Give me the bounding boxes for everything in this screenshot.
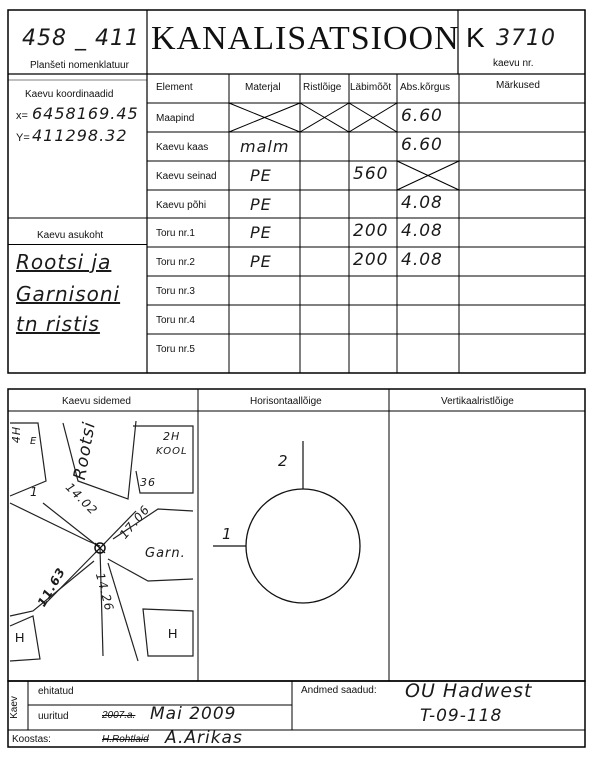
sketch-street-garn: Garn.: [145, 546, 186, 561]
row-element-label: Kaevu kaas: [156, 142, 209, 153]
pipe-1-label: 1: [222, 525, 233, 543]
col-header-abs-height: Abs.kõrgus: [400, 82, 451, 93]
well-circle: [246, 489, 360, 603]
row-element-label: Toru nr.1: [156, 228, 195, 239]
location-line-2: Garnisoni: [16, 282, 121, 306]
sketch-measure-5: 14.26: [92, 571, 117, 613]
author-struck-value: H.Rohtlaid: [102, 734, 149, 745]
coord-y-prefix: Y=: [16, 132, 30, 144]
sketch-building-bl: H: [15, 630, 25, 645]
data-source-value-2: T-09-118: [420, 706, 503, 726]
abs-height-value: 4.08: [401, 250, 443, 270]
pipe-2-label: 2: [278, 452, 289, 470]
section-ties-title: Kaevu sidemed: [62, 396, 131, 407]
col-header-element: Element: [156, 82, 193, 93]
location-line-3: tn ristis: [16, 312, 100, 336]
diameter-value: 200: [353, 250, 389, 270]
sketch-measure-1: 1: [30, 485, 39, 499]
coord-x-prefix: x=: [16, 110, 28, 122]
sketch-building-br: H: [168, 626, 178, 641]
row-element-label: Toru nr.2: [156, 257, 195, 268]
location-divider: [8, 244, 147, 245]
material-value: PE: [250, 252, 272, 271]
row-element-label: Maapind: [156, 113, 195, 124]
diameter-value: 560: [353, 164, 389, 184]
sketch-building-tr-sub: KOOL: [156, 446, 188, 457]
measured-struck-value: 2007.a.: [102, 710, 136, 721]
section-horizontal-title: Horisontaallõige: [250, 396, 322, 407]
material-value: PE: [250, 166, 272, 185]
sketch-street-rootsi: Rootsi: [70, 420, 100, 482]
sketch-building-tr: 2H: [163, 430, 181, 443]
nomenclature-value: 458 _ 411: [22, 26, 140, 51]
sketch-building-tl-sub: E: [30, 436, 38, 447]
author-label: Koostas:: [12, 734, 51, 745]
abs-height-value: 4.08: [401, 193, 443, 213]
coord-x-value: 6458169.45: [32, 104, 139, 123]
diameter-value: 200: [353, 221, 389, 241]
material-value: malm: [240, 137, 290, 156]
col-header-cross-section: Ristlõige: [303, 82, 342, 93]
form-title: KANALISATSIOON: [151, 20, 460, 57]
row-element-label: Toru nr.4: [156, 315, 195, 326]
sketch-building-tl: 4H: [10, 425, 24, 444]
location-line-1: Rootsi ja: [16, 250, 112, 274]
sketch-building-tr-number: 36: [140, 476, 156, 489]
material-value: PE: [250, 195, 272, 214]
location-label: Kaevu asukoht: [37, 230, 104, 241]
measured-value: Mai 2009: [150, 704, 237, 724]
well-number: 3710: [496, 26, 556, 51]
abs-height-value: 6.60: [401, 135, 443, 155]
row-element-label: Kaevu seinad: [156, 171, 217, 182]
sketch-measure-2: 14.02: [62, 480, 101, 518]
col-header-diameter: Läbimõõt: [350, 82, 392, 93]
sketch-measure-3: 17.06: [116, 502, 153, 542]
well-number-label: kaevu nr.: [493, 58, 534, 69]
data-source-value-1: OÜ Hadwest: [405, 680, 533, 702]
horizontal-section-drawing: [198, 411, 389, 681]
data-source-label: Andmed saadud:: [301, 685, 377, 696]
well-prefix: K: [466, 22, 485, 53]
row-element-label: Toru nr.3: [156, 286, 195, 297]
row-element-label: Kaevu põhi: [156, 200, 207, 211]
row-element-label: Toru nr.5: [156, 344, 195, 355]
col-header-remarks: Märkused: [496, 80, 540, 91]
col-header-material: Materjal: [245, 82, 281, 93]
section-vertical-title: Vertikaalristlõige: [441, 396, 514, 407]
measured-label: uuritud: [38, 711, 69, 722]
coord-y-value: 411298.32: [32, 126, 128, 145]
abs-height-value: 4.08: [401, 221, 443, 241]
coords-label: Kaevu koordinaadid: [25, 89, 114, 100]
built-label: ehitatud: [38, 686, 74, 697]
abs-height-value: 6.60: [401, 106, 443, 126]
nomenclature-label: Planšeti nomenklatuur: [30, 60, 129, 71]
author-value: A.Arikas: [165, 728, 243, 748]
material-value: PE: [250, 223, 272, 242]
footer-side-label: Kaev: [8, 696, 20, 719]
sketch-measure-4: 11.63: [34, 564, 69, 610]
